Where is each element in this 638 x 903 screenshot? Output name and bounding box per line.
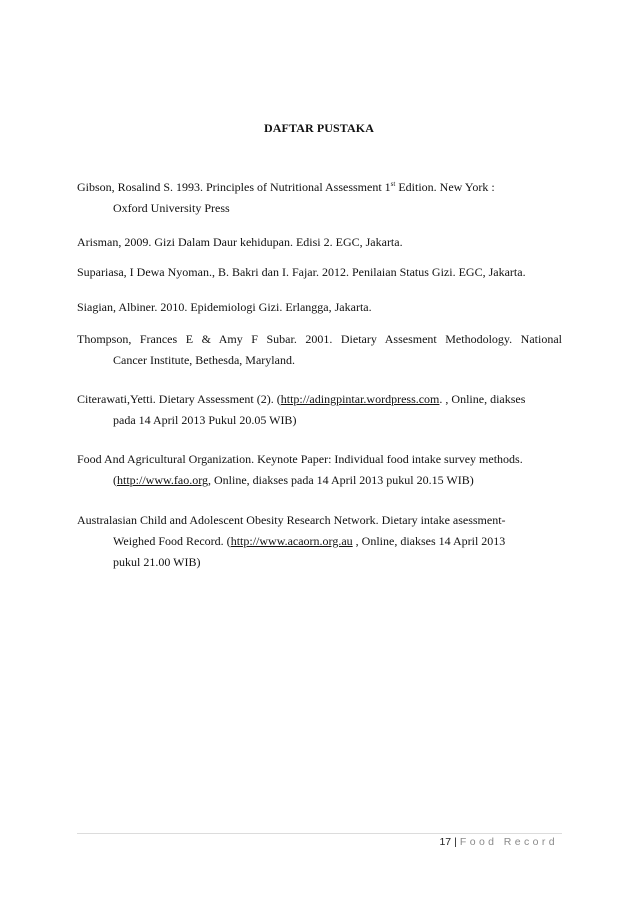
superscript: st xyxy=(390,180,396,188)
reference-line xyxy=(77,531,562,552)
reference-line: Australasian Child and Adolescent Obesity Research Network. Dietary intake asessment- xyxy=(77,513,506,527)
reference-text: ( xyxy=(113,473,117,487)
reference-text: Weighed Food Record. ( xyxy=(113,534,231,548)
reference-citerawati xyxy=(77,389,562,431)
reference-link[interactable]: http://www.fao.org xyxy=(117,473,208,487)
reference-link[interactable]: http://adingpintar.wordpress.com xyxy=(280,392,440,406)
reference-line: Supariasa, I Dewa Nyoman., B. Bakri dan I. Fajar. 2012. Penilaian Status Gizi. EGC, Jakarta. xyxy=(77,265,526,279)
reference-line xyxy=(77,177,562,198)
reference-fao xyxy=(77,449,562,491)
reference-line: Cancer Institute, Bethesda, Maryland. xyxy=(113,353,295,367)
reference-text: . , Online, diakses xyxy=(439,392,526,406)
reference-line: pukul 21.00 WIB) xyxy=(113,555,201,569)
reference-gibson xyxy=(77,177,562,219)
reference-siagian xyxy=(77,297,562,318)
reference-text: , Online, diakses pada 14 April 2013 pukul 20.15 WIB) xyxy=(208,473,474,487)
page-number: 17 xyxy=(439,836,452,848)
footer-divider xyxy=(77,833,562,834)
reference-line: Food And Agricultural Organization. Keynote Paper: Individual food intake survey methods. xyxy=(77,452,523,466)
footer-doc-title: Food Record xyxy=(459,836,558,848)
reference-line xyxy=(77,389,562,410)
reference-text: Gibson, Rosalind S. 1993. Principles of Nutritional Assessment 1 xyxy=(77,180,391,194)
reference-line: Siagian, Albiner. 2010. Epidemiologi Gizi. Erlangga, Jakarta. xyxy=(77,300,372,314)
reference-line xyxy=(77,470,562,491)
reference-line: Oxford University Press xyxy=(113,201,230,215)
footer-separator: | xyxy=(454,836,457,848)
reference-text: Citerawati,Yetti. Dietary Assessment (2). ( xyxy=(77,392,281,406)
reference-thompson xyxy=(77,329,562,371)
page-title: DAFTAR PUSTAKA xyxy=(264,121,374,135)
reference-line: Thompson, Frances E & Amy F Subar. 2001. Dietary Assesment Methodology. National xyxy=(77,332,562,346)
reference-acaorn xyxy=(77,510,562,573)
page-footer xyxy=(439,836,558,848)
reference-line: pada 14 April 2013 Pukul 20.05 WIB) xyxy=(113,413,297,427)
reference-text: , Online, diakses 14 April 2013 xyxy=(352,534,506,548)
reference-line: Arisman, 2009. Gizi Dalam Daur kehidupan. Edisi 2. EGC, Jakarta. xyxy=(77,235,403,249)
reference-supariasa xyxy=(77,262,562,283)
reference-text: Edition. New York : xyxy=(395,180,495,194)
reference-link[interactable]: http://www.acaorn.org.au xyxy=(230,534,353,548)
reference-arisman xyxy=(77,232,562,253)
